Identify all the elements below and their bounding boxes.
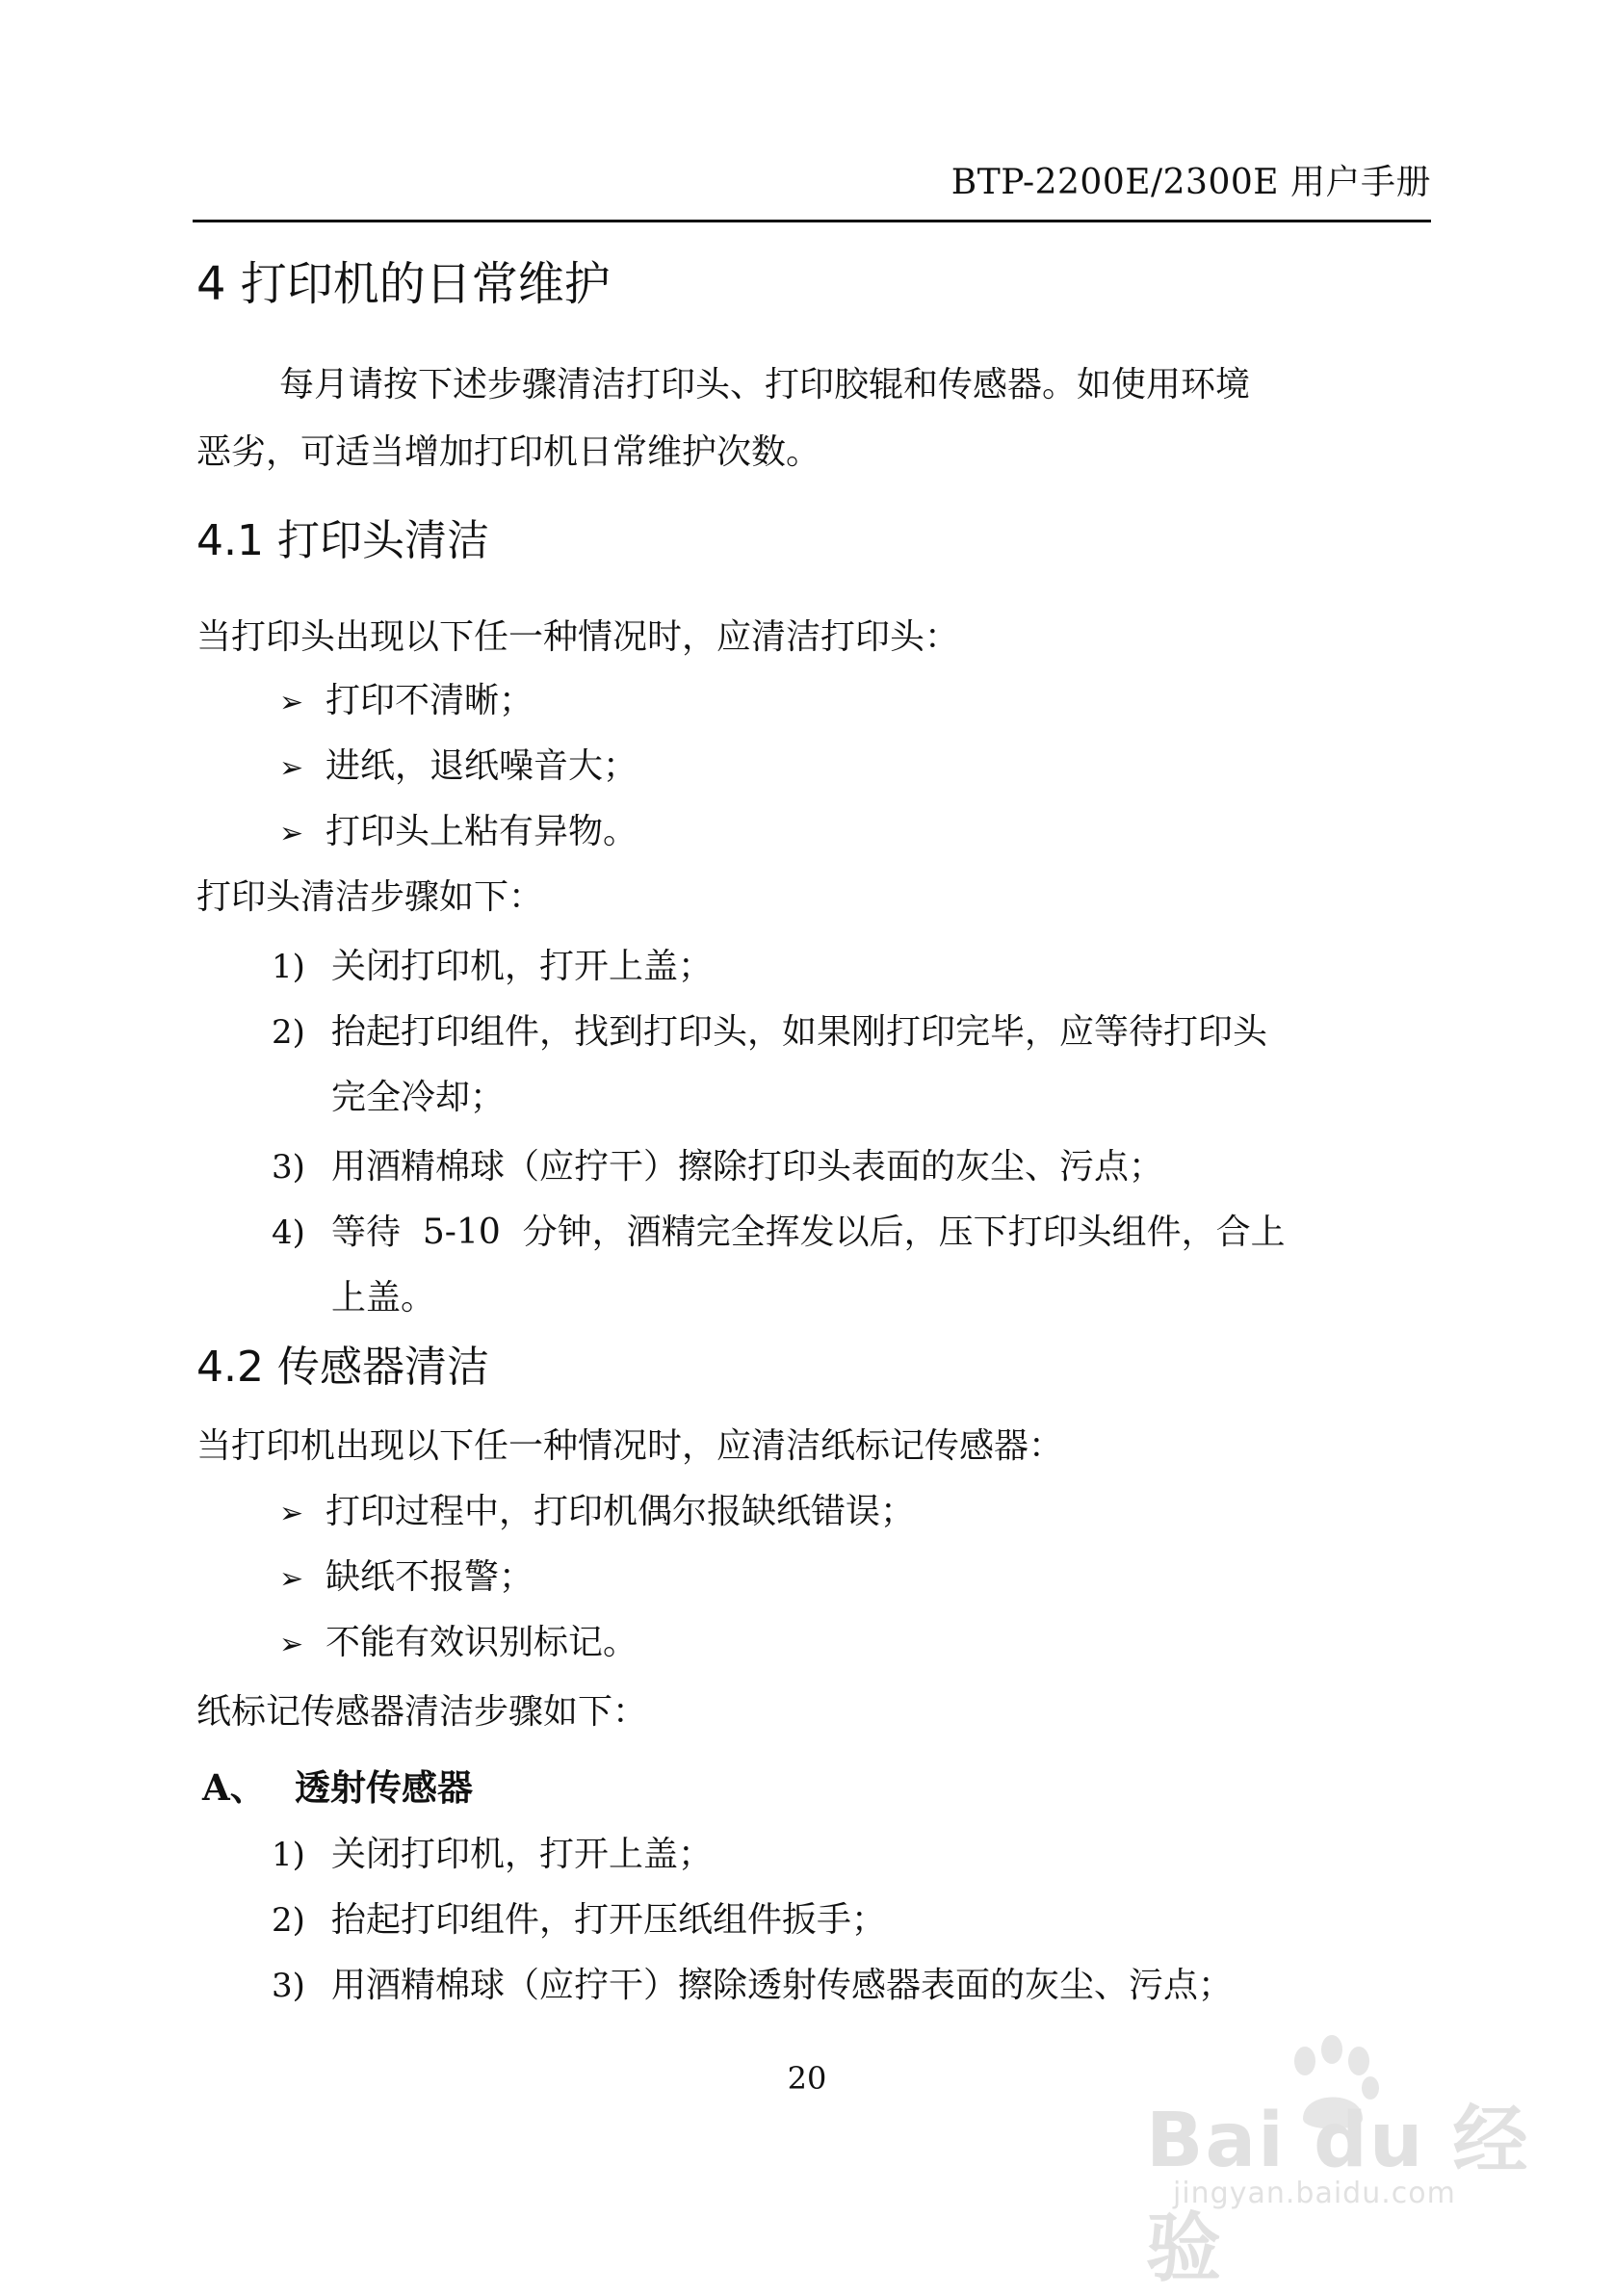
list-item: ➢ 缺纸不报警； [279,1552,534,1605]
list-item: ➢ 打印头上粘有异物。 [279,807,638,859]
print-head-conditions-intro: 当打印头出现以下任一种情况时，应清洁打印头： [196,617,960,657]
list-item: ➢ 不能有效识别标记。 [279,1618,638,1670]
step-text: 用酒精棉球（应拧干）擦除打印头表面的灰尘、污点； [331,1147,1164,1187]
step-text: 等待 5-10 分钟，酒精完全挥发以后，压下打印头组件，合上 [331,1213,1286,1252]
step-text: 抬起打印组件，打开压纸组件扳手； [331,1900,887,1940]
arrowhead-bullet-icon: ➢ [279,1497,304,1530]
watermark-brand: Bai du 经验 [1146,2098,1530,2292]
watermark-url: jingyan.baidu.com [1173,2177,1456,2210]
subsection-heading [202,1762,473,1813]
arrowhead-bullet-icon: ➢ [279,751,304,785]
step-text-continued: 上盖。 [331,1278,436,1318]
sensor-conditions-intro: 当打印机出现以下任一种情况时，应清洁纸标记传感器： [196,1426,1064,1466]
step-number: 1) [272,1836,305,1874]
step-text: 关闭打印机，打开上盖； [331,1835,714,1874]
step-number: 2) [272,1013,305,1052]
list-item: ➢ 进纸，退纸噪音大； [279,742,638,794]
page-number: 20 [787,2060,827,2097]
intro-paragraph-line-2: 恶劣，可适当增加打印机日常维护次数。 [196,432,821,472]
arrowhead-bullet-icon: ➢ [279,686,304,719]
arrowhead-bullet-icon: ➢ [279,1562,304,1596]
sensor-steps-intro: 纸标记传感器清洁步骤如下： [196,1692,648,1732]
watermark [1146,2042,1531,2292]
step-number: 4) [272,1213,305,1252]
subsection-title: 透射传感器 [295,1766,473,1809]
step-number: 1) [272,948,305,986]
section-title-print-head: 4.1 打印头清洁 [196,516,489,565]
step-number: 2) [272,1901,305,1940]
running-header: BTP-2200E/2300E 用户手册 [950,163,1431,202]
step-text: 抬起打印组件，找到打印头，如果刚打印完毕，应等待打印头 [331,1012,1268,1052]
header-rule [193,220,1431,222]
list-item: ➢ 打印过程中，打印机偶尔报缺纸错误； [279,1487,915,1539]
subsection-letter: A、 [202,1766,266,1809]
intro-paragraph-line-1: 每月请按下述步骤清洁打印头、打印胶辊和传感器。如使用环境 [279,365,1251,404]
step-text: 关闭打印机，打开上盖； [331,947,714,986]
arrowhead-bullet-icon: ➢ [279,1628,304,1661]
chapter-title: 4 打印机的日常维护 [196,257,611,311]
step-text: 用酒精棉球（应拧干）擦除透射传感器表面的灰尘、污点； [331,1966,1234,2005]
arrowhead-bullet-icon: ➢ [279,817,304,850]
section-title-sensor: 4.2 传感器清洁 [196,1343,489,1392]
step-text-continued: 完全冷却； [331,1078,506,1117]
print-head-steps-intro: 打印头清洁步骤如下： [196,877,544,917]
step-number: 3) [272,1148,305,1187]
step-number: 3) [272,1967,305,2005]
list-item: ➢ 打印不清晰； [279,676,534,728]
